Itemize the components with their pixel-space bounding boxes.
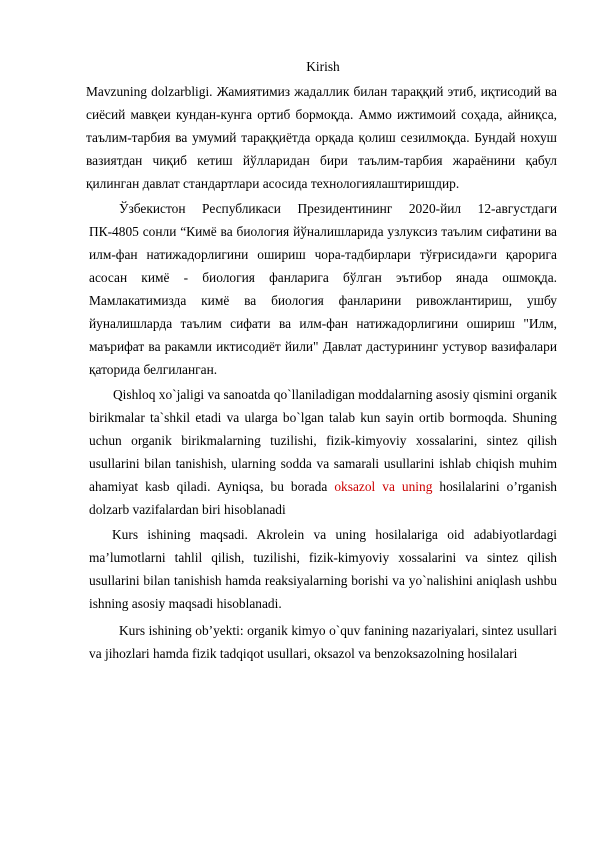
paragraph-organic-text-before: Qishloq xo`jaligi va sanoatda qo`llaniladigan moddalarning asosiy qismini organik birikmalar ta`shkil etadi va ularga bo`lgan talab kun sayin ortib bormoqda. Shuning uchun organik birikmalarning tuzilishi, fizik-kimyoviy xossalarini, sintez qilish usullarini bilan tanishish, ularning sodda va samarali usullarini ishlab chiqish muhim ahamiyat kasb qiladi. Ayniqsa, bu borada [89, 387, 557, 494]
paragraph-organic-text-after: hosilalarini o’rganish dolzarb vazifalardan biri hisoblanadi [89, 479, 557, 517]
highlighted-oxazole-text: oksazol va uning [334, 479, 433, 494]
paragraph-relevance: Mavzuning dolzarbligi. Жамиятимиз жадаллик билан тараққий этиб, иқтисодий ва сиёсий мавқеи кундан-кунга ортиб бормоқда. Аммо ижтимоий соҳада, айниқса, таълим-тарбия ва умумий тараққиётда орқада қолиш сезилмоқда. Бундай нохуш вазиятдан чиқиб кетиш йўлларидан бири таълим-тарбия жараёнини қабул қилинган давлат стандартлари асосида технологиялаштиришдир. [86, 84, 557, 191]
paragraph-course-goal: Kurs ishining maqsadi. Akrolein va uning hosilalariga oid adabiyotlardagi ma’lumotlarni tahlil qilish, tuzilishi, fizik-kimyoviy xossalarini va sintez qilish usullarini bilan tanishish hamda reaksiyalarning borishi va yo`nalishini aniqlash ushbu ishning asosiy maqsadi hisoblanadi. [89, 527, 557, 611]
paragraph-presidential-decree: Ўзбекистон Республикаси Президентининг 2020-йил 12-августдаги ПК-4805 сонли “Кимё ва биология йўналишларида узлуксиз таълим сифатини ва илм-фан натижадорлигини ошириш чора-тадбирлари тўғрисида»ги қарорига асосан кимё - биология фанларига бўлган эътибор янада ошмоқда. Мамлакатимизда кимё ва биология фанларини ривожлантириш, ушбу йуналишларда таълим сифати ва илм-фан натижадорлигини ошириш "Илм, маърифат ва ракамли иктисодиёт йили" Давлат дастурининг устувор вазифалари қаторида белгиланган. [89, 201, 557, 377]
paragraph-course-object: Kurs ishining ob’yekti: organik kimyo o`quv fanining nazariyalari, sintez usullari va jihozlari hamda fizik tadqiqot usullari, oksazol va benzoksazolning hosilalari [89, 623, 557, 661]
document-title: Kirish [306, 59, 340, 74]
paragraph-organic-compounds [89, 383, 557, 521]
document-page [86, 56, 557, 665]
